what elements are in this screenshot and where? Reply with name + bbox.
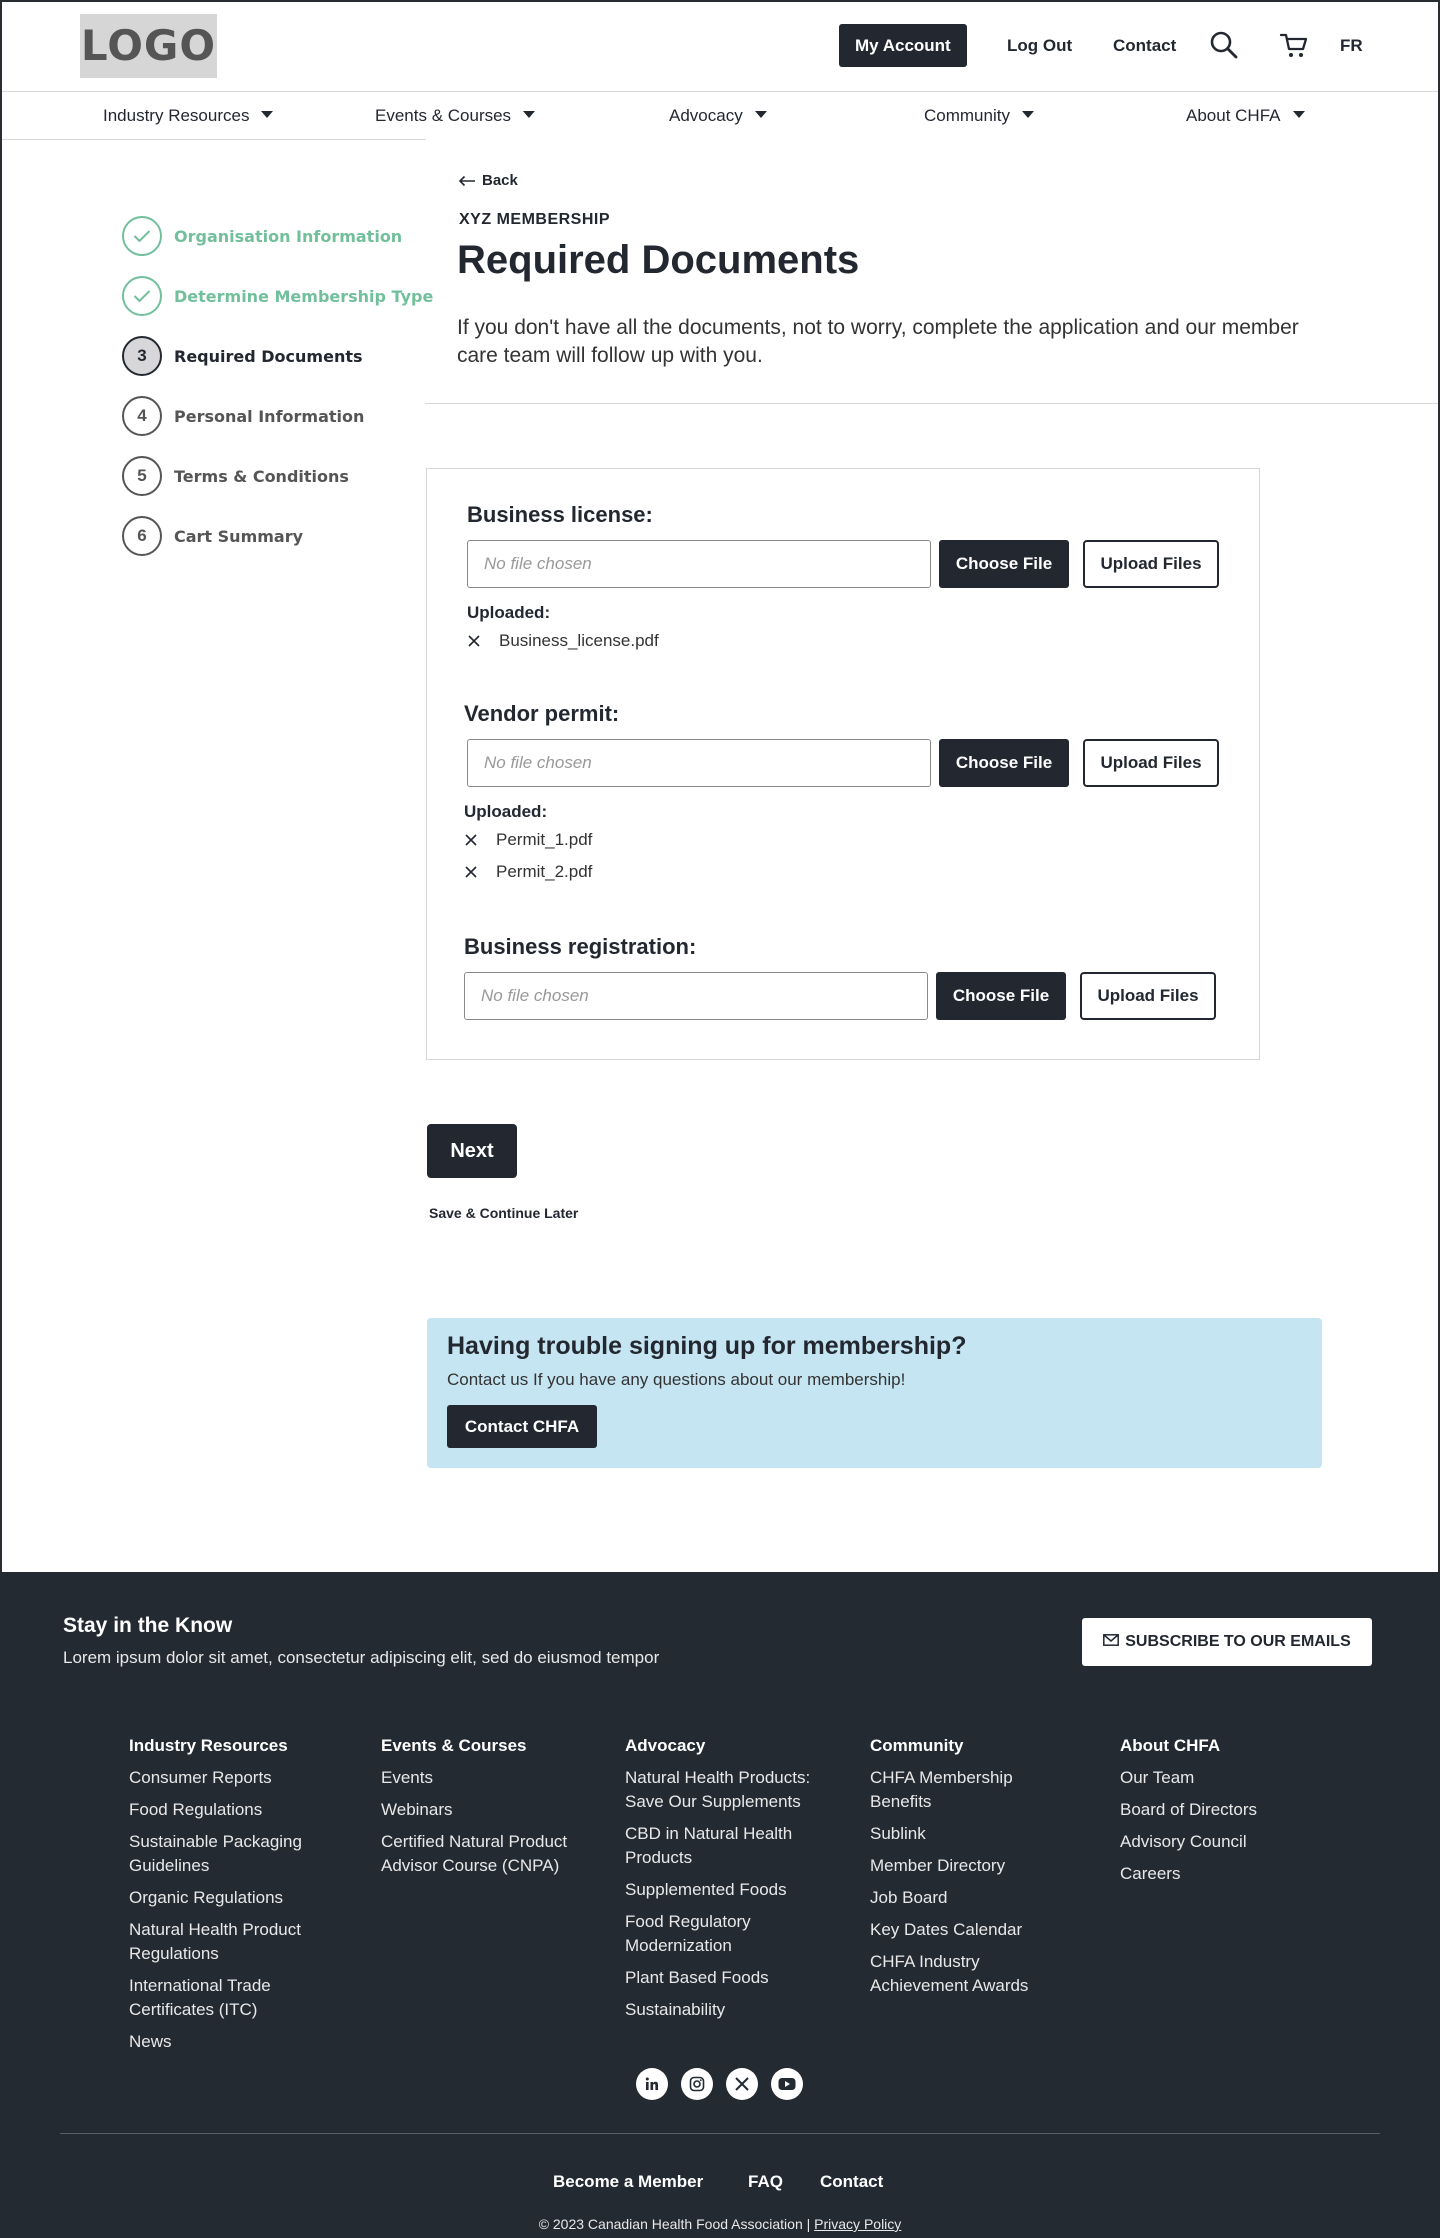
arrow-left-icon xyxy=(458,175,476,187)
save-continue-later-link[interactable]: Save & Continue Later xyxy=(429,1205,579,1221)
footer-heading: Advocacy xyxy=(625,1736,706,1755)
business-license-upload-button[interactable]: Upload Files xyxy=(1083,540,1219,588)
privacy-policy-link[interactable]: Privacy Policy xyxy=(814,2216,902,2232)
business-registration-label: Business registration: xyxy=(464,934,697,959)
step-label: Terms & Conditions xyxy=(174,466,349,486)
site-header xyxy=(0,0,1440,92)
step-label: Cart Summary xyxy=(174,526,304,546)
footer-link[interactable]: Job Board xyxy=(870,1888,948,1907)
step-label: Organisation Information xyxy=(174,226,403,246)
logo[interactable]: LOGO xyxy=(80,14,217,78)
step-determine-membership-type[interactable] xyxy=(122,275,433,317)
footer-link[interactable]: Careers xyxy=(1120,1864,1181,1883)
footer-link[interactable]: Board of Directors xyxy=(1120,1800,1257,1819)
documents-card xyxy=(426,468,1260,1060)
next-button[interactable]: Next xyxy=(427,1124,517,1178)
uploaded-file: Business_license.pdf xyxy=(467,631,659,651)
nav-community[interactable]: Community xyxy=(924,92,1034,140)
membership-eyebrow: XYZ MEMBERSHIP xyxy=(459,211,611,228)
main-nav xyxy=(0,92,1440,140)
subscribe-button[interactable]: SUBSCRIBE TO OUR EMAILS xyxy=(1082,1618,1372,1666)
nav-advocacy[interactable]: Advocacy xyxy=(669,92,767,140)
footer-link[interactable]: Food Regulatory Modernization xyxy=(625,1912,751,1955)
footer-link[interactable]: Our Team xyxy=(1120,1768,1195,1787)
linkedin-icon[interactable] xyxy=(636,2068,668,2100)
footer-divider xyxy=(60,2133,1380,2134)
log-out-link[interactable]: Log Out xyxy=(1007,36,1073,55)
nav-about-chfa[interactable]: About CHFA xyxy=(1186,92,1305,140)
footer-link[interactable]: Sustainable Packaging Guidelines xyxy=(129,1832,302,1875)
cart-icon[interactable] xyxy=(1279,30,1311,62)
footer-col-industry-resources xyxy=(129,1734,329,2062)
business-registration-file-input[interactable]: No file chosen xyxy=(464,972,928,1020)
step-label: Determine Membership Type xyxy=(174,286,434,306)
footer-link[interactable]: Certified Natural Product Advisor Course (CNPA) xyxy=(381,1832,568,1875)
copyright: © 2023 Canadian Health Food Association | Privacy Policy xyxy=(538,2216,902,2232)
help-text: Contact us If you have any questions about our membership! xyxy=(447,1370,906,1389)
footer-link[interactable]: Key Dates Calendar xyxy=(870,1920,1023,1939)
become-member-link[interactable]: Become a Member xyxy=(553,2172,704,2191)
uploaded-file: Permit_1.pdf xyxy=(464,830,592,850)
search-icon[interactable] xyxy=(1209,30,1241,62)
section-divider xyxy=(425,403,1440,404)
step-label: Required Documents xyxy=(174,346,363,366)
caret-down-icon xyxy=(261,111,273,118)
uploaded-label: Uploaded: xyxy=(464,802,548,821)
contact-chfa-button[interactable]: Contact CHFA xyxy=(447,1405,597,1448)
footer-link[interactable]: Webinars xyxy=(381,1800,453,1819)
footer-link[interactable]: Natural Health Products: Save Our Supplements xyxy=(625,1768,811,1811)
footer-link[interactable]: Organic Regulations xyxy=(129,1888,284,1907)
footer-link[interactable]: Member Directory xyxy=(870,1856,1006,1875)
language-toggle[interactable]: FR xyxy=(1340,36,1363,55)
footer-heading: About CHFA xyxy=(1120,1736,1221,1755)
footer-link[interactable]: Advisory Council xyxy=(1120,1832,1247,1851)
step-terms-conditions[interactable] xyxy=(122,455,349,497)
step-organisation-information[interactable] xyxy=(122,215,402,257)
vendor-permit-choose-file-button[interactable]: Choose File xyxy=(939,739,1069,787)
remove-file-icon[interactable] xyxy=(464,833,478,847)
footer-link[interactable]: CHFA Membership Benefits xyxy=(870,1768,1013,1811)
step-label: Personal Information xyxy=(174,406,365,426)
nav-industry-resources[interactable]: Industry Resources xyxy=(103,92,273,140)
step-personal-information[interactable] xyxy=(122,395,364,437)
footer-link[interactable]: News xyxy=(129,2032,172,2051)
footer-col-advocacy xyxy=(625,1734,840,2030)
back-link[interactable]: Back xyxy=(458,172,518,189)
site-footer xyxy=(0,1572,1440,2238)
step-number: 3 xyxy=(122,336,162,376)
remove-file-icon[interactable] xyxy=(464,865,478,879)
footer-link[interactable]: Sustainability xyxy=(625,2000,726,2019)
vendor-permit-label: Vendor permit: xyxy=(464,701,620,726)
step-number: 5 xyxy=(122,456,162,496)
caret-down-icon xyxy=(1022,111,1034,118)
caret-down-icon xyxy=(755,111,767,118)
caret-down-icon xyxy=(1293,111,1305,118)
nav-divider xyxy=(0,139,426,140)
footer-link[interactable]: CHFA Industry Achievement Awards xyxy=(870,1952,1029,1995)
footer-link[interactable]: Supplemented Foods xyxy=(625,1880,787,1899)
footer-link[interactable]: Food Regulations xyxy=(129,1800,263,1819)
business-license-choose-file-button[interactable]: Choose File xyxy=(939,540,1069,588)
step-required-documents[interactable] xyxy=(122,335,363,377)
business-registration-upload-button[interactable]: Upload Files xyxy=(1080,972,1216,1020)
footer-link[interactable]: Plant Based Foods xyxy=(625,1968,769,1987)
mail-icon xyxy=(1103,1634,1119,1646)
nav-events-courses[interactable]: Events & Courses xyxy=(375,92,535,140)
faq-link[interactable]: FAQ xyxy=(748,2172,783,2191)
x-icon[interactable] xyxy=(726,2068,758,2100)
check-icon xyxy=(122,276,162,316)
footer-link[interactable]: Natural Health Product Regulations xyxy=(129,1920,301,1963)
newsletter-text: Lorem ipsum dolor sit amet, consectetur adipiscing elit, sed do eiusmod tempor xyxy=(63,1648,660,1667)
business-license-label: Business license: xyxy=(467,502,653,527)
vendor-permit-upload-button[interactable]: Upload Files xyxy=(1083,739,1219,787)
step-number: 6 xyxy=(122,516,162,556)
youtube-icon[interactable] xyxy=(771,2068,803,2100)
contact-link[interactable]: Contact xyxy=(1113,36,1177,55)
remove-file-icon[interactable] xyxy=(467,634,481,648)
caret-down-icon xyxy=(523,111,535,118)
footer-col-about-chfa xyxy=(1120,1734,1320,1894)
newsletter-title: Stay in the Know xyxy=(63,1614,233,1637)
footer-col-community xyxy=(870,1734,1060,2006)
uploaded-file: Permit_2.pdf xyxy=(464,862,592,882)
uploaded-label: Uploaded: xyxy=(467,603,551,622)
my-account-button[interactable]: My Account xyxy=(839,24,967,67)
footer-link[interactable]: Consumer Reports xyxy=(129,1768,272,1787)
instagram-icon[interactable] xyxy=(681,2068,713,2100)
footer-heading: Events & Courses xyxy=(381,1736,527,1755)
step-number: 4 xyxy=(122,396,162,436)
footer-col-events-courses xyxy=(381,1734,596,1886)
step-cart-summary[interactable] xyxy=(122,515,303,557)
footer-heading: Community xyxy=(870,1736,964,1755)
footer-contact-link[interactable]: Contact xyxy=(820,2172,884,2191)
check-icon xyxy=(122,216,162,256)
footer-link[interactable]: CBD in Natural Health Products xyxy=(625,1824,793,1867)
page-title: Required Documents xyxy=(457,238,860,282)
footer-link[interactable]: International Trade Certificates (ITC) xyxy=(129,1976,271,2019)
intro-text: If you don't have all the documents, not to worry, complete the application and our member care team will follow up with you. xyxy=(457,316,1299,367)
footer-link[interactable]: Sublink xyxy=(870,1824,926,1843)
membership-help-box xyxy=(427,1318,1322,1468)
footer-heading: Industry Resources xyxy=(129,1736,288,1755)
business-registration-choose-file-button[interactable]: Choose File xyxy=(936,972,1066,1020)
footer-link[interactable]: Events xyxy=(381,1768,433,1787)
vendor-permit-file-input[interactable]: No file chosen xyxy=(467,739,931,787)
help-title: Having trouble signing up for membership? xyxy=(447,1332,967,1360)
business-license-file-input[interactable]: No file chosen xyxy=(467,540,931,588)
